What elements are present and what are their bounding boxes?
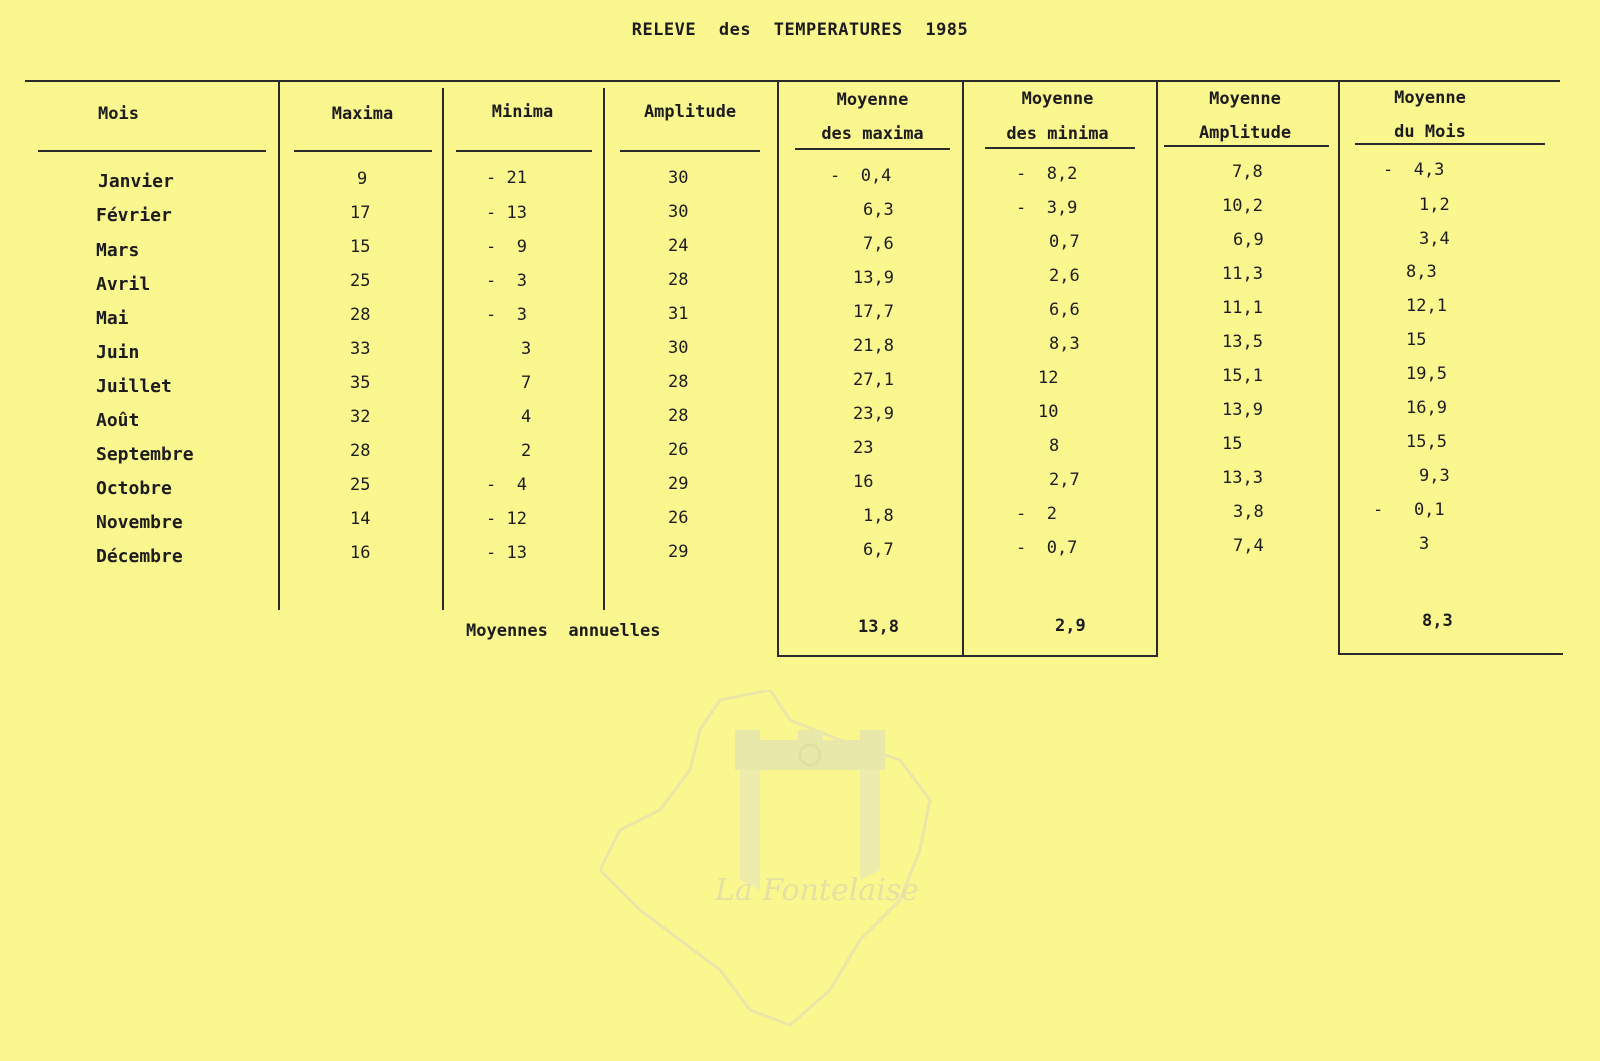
cell-moy-amp: 6,9 xyxy=(1233,230,1264,250)
cell-minima: - 12 xyxy=(486,509,527,529)
cell-mois: Avril xyxy=(96,274,151,295)
cell-moy-max: 1,8 xyxy=(863,506,894,526)
cell-minima: - 3 xyxy=(486,305,527,325)
divider-maxima-minima xyxy=(442,88,444,610)
cell-minima: 3 xyxy=(521,339,532,359)
header-underline-amplitude xyxy=(620,150,760,152)
cell-moy-min: 10 xyxy=(1038,402,1059,422)
cell-amplitude: 29 xyxy=(668,474,689,494)
cell-amplitude: 28 xyxy=(668,270,689,290)
header-moymax-line1: Moyenne xyxy=(836,90,909,110)
header-moymois-line1: Moyenne xyxy=(1394,88,1466,108)
cell-moy-amp: 3,8 xyxy=(1233,502,1264,522)
cell-moy-max: 13,9 xyxy=(853,268,894,288)
header-underline-maxima xyxy=(294,150,432,152)
cell-minima: - 3 xyxy=(486,271,527,291)
header-underline-moymois xyxy=(1355,143,1545,145)
cell-moy-min: 8 xyxy=(1049,436,1060,456)
cell-moy-mois: 9,3 xyxy=(1419,466,1450,486)
cell-moy-mois: 16,9 xyxy=(1406,398,1447,418)
cell-moy-mois: 12,1 xyxy=(1406,296,1447,316)
cell-moy-max: 17,7 xyxy=(853,302,894,322)
cell-minima: - 9 xyxy=(486,237,527,257)
cell-moy-min: - 2 xyxy=(1016,504,1057,524)
cell-moy-min: - 0,7 xyxy=(1016,538,1078,558)
cell-maxima: 25 xyxy=(350,475,371,495)
cell-mois: Novembre xyxy=(96,512,183,533)
cell-maxima: 14 xyxy=(350,509,371,529)
cell-moy-amp: 13,5 xyxy=(1222,332,1263,352)
cell-mois: Octobre xyxy=(96,478,172,499)
cell-mois: Septembre xyxy=(96,444,194,465)
cell-minima: - 13 xyxy=(486,203,527,223)
cell-maxima: 28 xyxy=(350,305,371,325)
watermark-logo xyxy=(600,690,960,1030)
cell-moy-max: 23,9 xyxy=(853,404,894,424)
divider-moymax-moymin xyxy=(962,80,964,657)
cell-moy-max: 7,6 xyxy=(863,234,894,254)
cell-moy-min: 2,6 xyxy=(1049,266,1080,286)
cell-moy-mois: 1,2 xyxy=(1419,195,1450,215)
annual-average-minima: 2,9 xyxy=(1055,616,1086,636)
cell-moy-min: 0,7 xyxy=(1049,232,1080,252)
cell-moy-min: 8,3 xyxy=(1049,334,1080,354)
cell-amplitude: 30 xyxy=(668,338,689,358)
cell-maxima: 28 xyxy=(350,441,371,461)
cell-moy-mois: - 0,1 xyxy=(1373,500,1445,520)
cell-amplitude: 26 xyxy=(668,440,689,460)
header-amplitude: Amplitude xyxy=(643,102,737,122)
cell-moy-max: 27,1 xyxy=(853,370,894,390)
cell-mois: Août xyxy=(96,410,140,431)
cell-amplitude: 31 xyxy=(668,304,689,324)
cell-moy-mois: 15 xyxy=(1406,330,1427,350)
cell-maxima: 32 xyxy=(350,407,371,427)
cell-mois: Janvier xyxy=(98,171,174,192)
footer-rule-moyenne-mois xyxy=(1338,653,1563,655)
divider-moymin-moyamp xyxy=(1156,80,1158,657)
cell-maxima: 15 xyxy=(350,237,371,257)
cell-moy-mois: 15,5 xyxy=(1406,432,1447,452)
cell-moy-min: - 3,9 xyxy=(1016,198,1078,218)
cell-moy-mois: 19,5 xyxy=(1406,364,1447,384)
page-title: RELEVE des TEMPERATURES 1985 xyxy=(631,20,969,40)
cell-maxima: 16 xyxy=(350,543,371,563)
cell-moy-mois: 3,4 xyxy=(1419,229,1450,249)
header-maxima: Maxima xyxy=(331,104,394,124)
cell-amplitude: 28 xyxy=(668,406,689,426)
cell-mois: Février xyxy=(96,205,172,226)
table-top-rule xyxy=(25,80,1560,82)
cell-moy-max: 6,3 xyxy=(863,200,894,220)
cell-maxima: 9 xyxy=(357,169,368,189)
cell-mois: Juillet xyxy=(96,376,172,397)
cell-moy-amp: 15,1 xyxy=(1222,366,1263,386)
divider-mois-maxima xyxy=(278,82,280,610)
cell-moy-min: 12 xyxy=(1038,368,1059,388)
header-underline-minima xyxy=(456,150,592,152)
cell-moy-max: 6,7 xyxy=(863,540,894,560)
cell-moy-max: 21,8 xyxy=(853,336,894,356)
annual-averages-label: Moyennes annuelles xyxy=(466,621,661,641)
cell-mois: Décembre xyxy=(96,546,183,567)
cell-amplitude: 26 xyxy=(668,508,689,528)
cell-moy-mois: 8,3 xyxy=(1406,262,1437,282)
annual-average-maxima: 13,8 xyxy=(858,617,899,637)
header-moymin-line2: des minima xyxy=(1006,124,1109,144)
cell-moy-max: 16 xyxy=(853,472,874,492)
cell-moy-amp: 13,3 xyxy=(1222,468,1263,488)
cell-minima: - 13 xyxy=(486,543,527,563)
cell-moy-amp: 7,4 xyxy=(1233,536,1264,556)
cell-amplitude: 29 xyxy=(668,542,689,562)
cell-moy-min: 6,6 xyxy=(1049,300,1080,320)
cell-amplitude: 30 xyxy=(668,168,689,188)
cell-moy-amp: 7,8 xyxy=(1232,162,1263,182)
cell-moy-min: - 8,2 xyxy=(1016,164,1078,184)
cell-minima: 2 xyxy=(521,441,532,461)
header-underline-moyamp xyxy=(1164,145,1329,147)
header-minima: Minima xyxy=(491,102,554,122)
cell-moy-mois: 3 xyxy=(1419,534,1430,554)
cell-moy-amp: 11,1 xyxy=(1222,298,1263,318)
header-underline-mois xyxy=(38,150,266,152)
cell-moy-amp: 10,2 xyxy=(1222,196,1263,216)
annual-average-mois: 8,3 xyxy=(1422,611,1453,631)
cell-moy-amp: 13,9 xyxy=(1222,400,1263,420)
header-underline-moymin xyxy=(985,147,1135,149)
cell-moy-amp: 11,3 xyxy=(1222,264,1263,284)
cell-maxima: 35 xyxy=(350,373,371,393)
divider-moyamp-moymois xyxy=(1338,80,1340,655)
cell-maxima: 25 xyxy=(350,271,371,291)
cell-moy-max: 23 xyxy=(853,438,874,458)
cell-amplitude: 30 xyxy=(668,202,689,222)
cell-minima: 7 xyxy=(521,373,532,393)
cell-mois: Juin xyxy=(96,342,140,363)
cell-maxima: 17 xyxy=(350,203,371,223)
divider-amplitude-moymax xyxy=(777,80,779,657)
header-underline-moymax xyxy=(795,148,950,150)
cell-minima: 4 xyxy=(521,407,532,427)
divider-minima-amplitude xyxy=(603,88,605,610)
footer-rule-moyennes xyxy=(777,655,1158,657)
cell-amplitude: 24 xyxy=(668,236,689,256)
header-moymois-line2: du Mois xyxy=(1394,122,1466,142)
cell-moy-mois: - 4,3 xyxy=(1383,160,1445,180)
cell-moy-min: 2,7 xyxy=(1049,470,1080,490)
header-mois: Mois xyxy=(98,104,139,124)
cell-minima: - 21 xyxy=(486,168,527,188)
cell-mois: Mai xyxy=(96,308,129,329)
cell-maxima: 33 xyxy=(350,339,371,359)
header-moyamp-line2: Amplitude xyxy=(1198,123,1292,143)
header-moyamp-line1: Moyenne xyxy=(1209,89,1281,109)
header-moymax-line2: des maxima xyxy=(821,124,924,144)
cell-mois: Mars xyxy=(96,240,140,261)
cell-moy-max: - 0,4 xyxy=(830,166,892,186)
cell-minima: - 4 xyxy=(486,475,527,495)
header-moymin-line1: Moyenne xyxy=(1021,89,1094,109)
cell-moy-amp: 15 xyxy=(1222,434,1243,454)
watermark-text: La Fontelaise xyxy=(715,873,919,908)
cell-amplitude: 28 xyxy=(668,372,689,392)
